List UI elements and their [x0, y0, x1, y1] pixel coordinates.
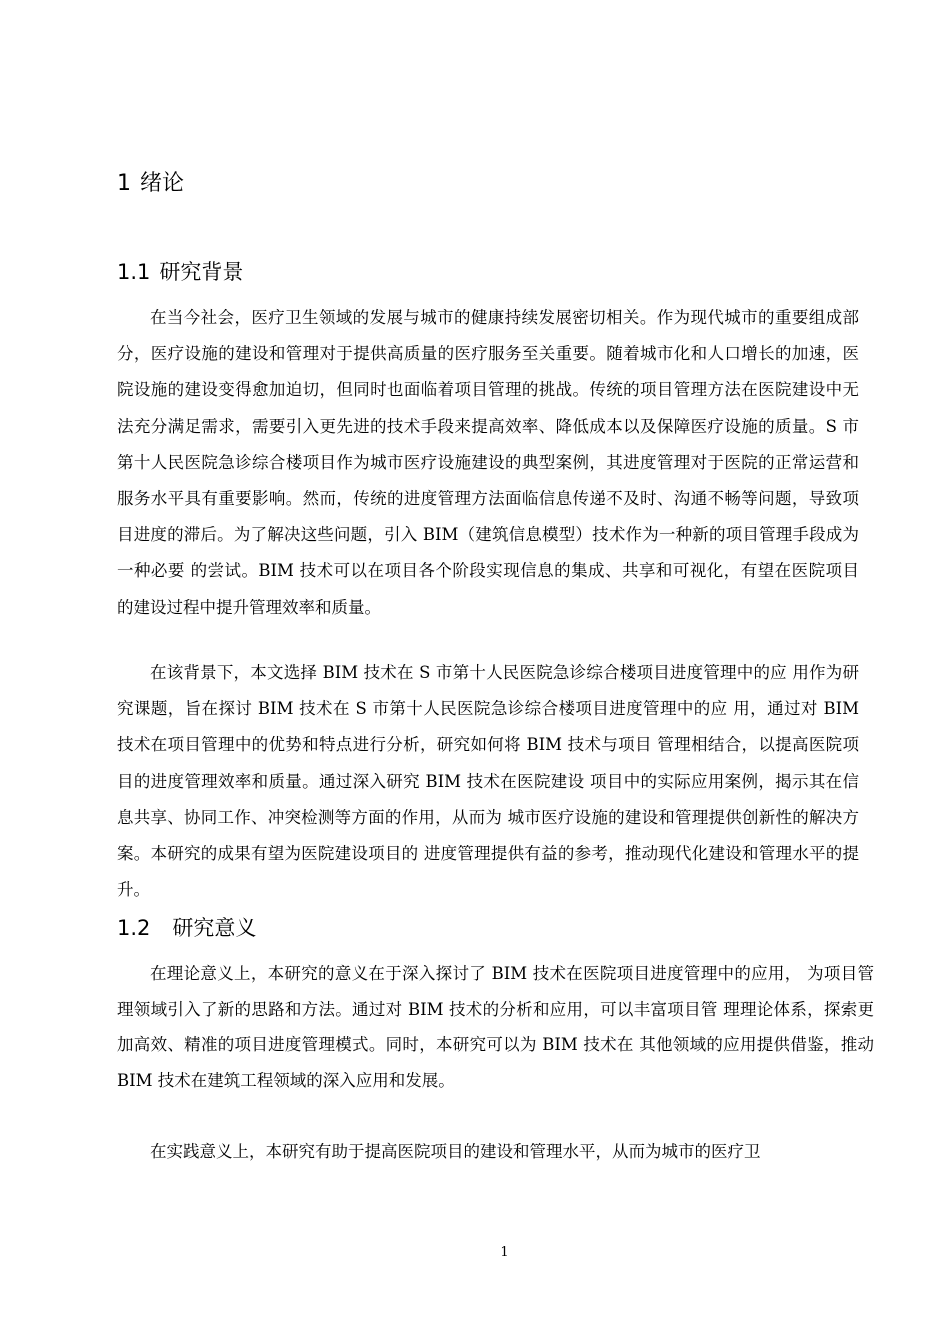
paragraph-background-1: 在当今社会，医疗卫生领域的发展与城市的健康持续发展密切相关。作为现代城市的重要组成部分，医疗设施的建设和管理对于提供高质量的医疗服务至关重要。随着城市化和人口增长的加速，医院设施的建设变得愈加迫切，但同时也面临着项目管理的挑战。传统的项目管理方法在医院建设中无法充分满足需求，需要引入更先进的技术手段来提高效率、降低成本以及保障医疗设施的质量。S 市第十人民医院急诊综合楼项目作为城市医疗设施建设的典型案例，其进度管理对于医院的正常运营和服务水平具有重要影响。然而，传统的进度管理方法面临信息传递不及时、沟通不畅等问题，导致项目进度的滞后。为了解决这些问题，引入 BIM（建筑信息模型）技术作为一种新的项目管理手段成为一种必要 的尝试。BIM 技术可以在项目各个阶段实现信息的集成、共享和可视化，有望在医院项目 的建设过程中提升管理效率和质量。 [117, 308, 859, 617]
section-title: 研究背景 [159, 260, 244, 284]
section-heading-significance [117, 912, 256, 942]
paragraph-significance-2: 在实践意义上，本研究有助于提高医院项目的建设和管理水平，从而为城市的医疗卫 [150, 1142, 761, 1161]
section-title: 研究意义 [172, 916, 257, 940]
chapter-number: 1 [117, 171, 131, 196]
section-heading-background [117, 256, 243, 286]
paragraph-background-2: 在该背景下，本文选择 BIM 技术在 S 市第十人民医院急诊综合楼项目进度管理中的应 用作为研究课题，旨在探讨 BIM 技术在 S 市第十人民医院急诊综合楼项目进度管理中的应 用，通过对 BIM 技术在项目管理中的优势和特点进行分析，研究如何将 BIM 技术与项目 管理相结合，以提高医院项目的进度管理效率和质量。通过深入研究 BIM 技术在医院建设 项目中的实际应用案例，揭示其在信息共享、协同工作、冲突检测等方面的作用，从而为 城市医疗设施的建设和管理提供创新性的解决方案。本研究的成果有望为医院建设项目的 进度管理提供有益的参考，推动现代化建设和管理水平的提升。 [117, 663, 859, 900]
paragraph-significance-1: 在理论意义上，本研究的意义在于深入探讨了 BIM 技术在医院项目进度管理中的应用， 为项目管理领域引入了新的思路和方法。通过对 BIM 技术的分析和应用，可以丰富项目管 理理论体系，探索更加高效、精准的项目进度管理模式。同时，本研究可以为 BIM 技术在 其他领域的应用提供借鉴，推动 BIM 技术在建筑工程领域的深入应用和发展。 [117, 964, 874, 1090]
section-number: 1.2 [117, 916, 151, 940]
page-number: 1 [500, 1245, 509, 1260]
chapter-title: 绪论 [140, 171, 185, 196]
chapter-heading [117, 166, 184, 197]
section-number: 1.1 [117, 260, 151, 284]
